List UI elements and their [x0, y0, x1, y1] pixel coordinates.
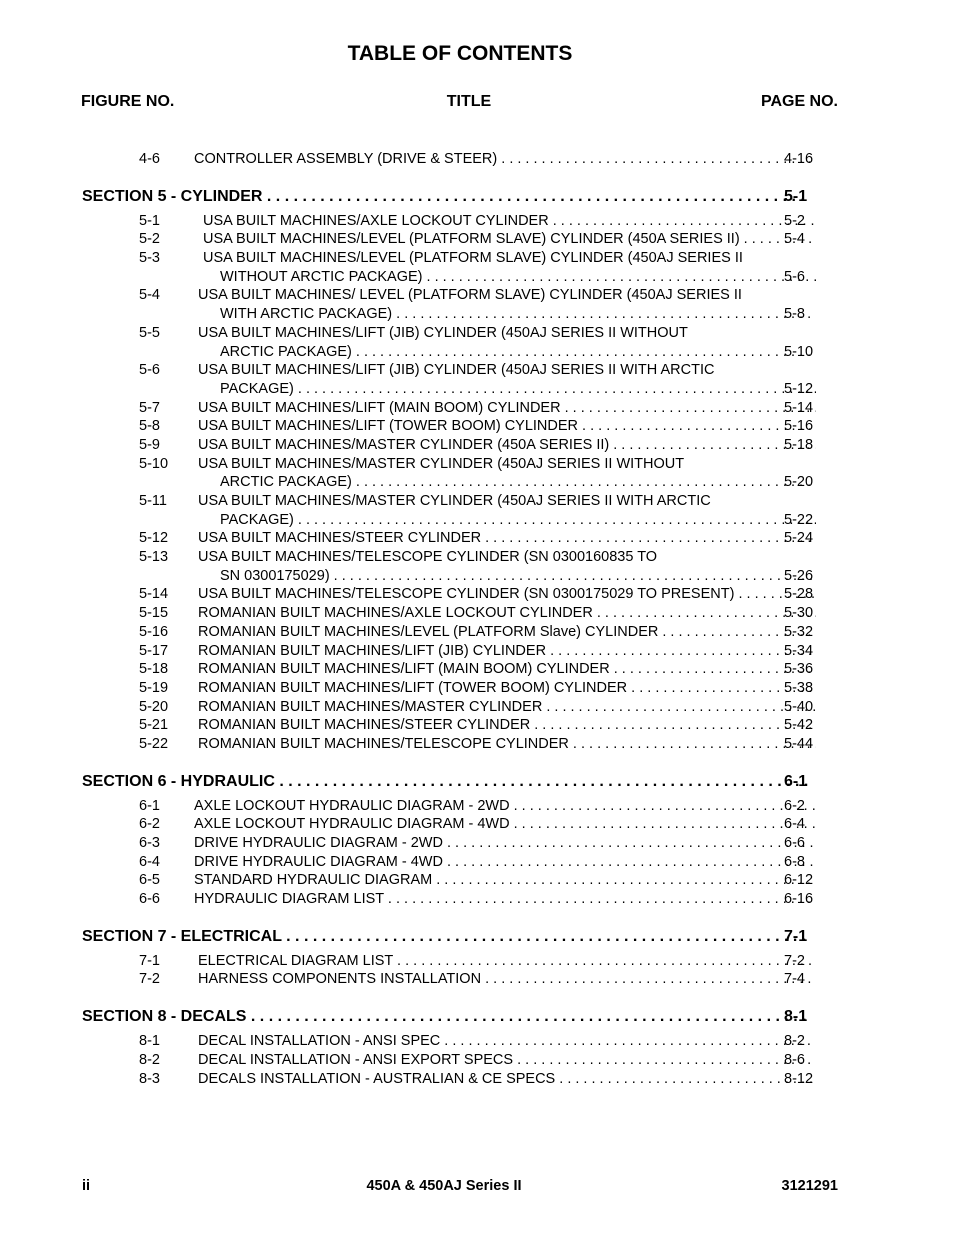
figure-number: 8-3 [139, 1070, 160, 1087]
entry-title: USA BUILT MACHINES/LEVEL (PLATFORM SLAVE) CYLINDER (450A SERIES II) . . . [203, 230, 816, 249]
figure-number: 5-8 [139, 418, 160, 435]
figure-number: 6-4 [139, 853, 160, 870]
section-page: 6-1 [784, 772, 808, 790]
figure-number: 6-5 [139, 872, 160, 889]
page-title: TABLE OF CONTENTS [347, 42, 573, 65]
entry-page: 5-20 [784, 474, 814, 491]
entry-title: ROMANIAN BUILT MACHINES/TELESCOPE CYLINDER . . . [198, 735, 816, 754]
page-no-header: PAGE NO. [760, 93, 838, 110]
toc-entry[interactable] [0, 698, 954, 717]
entry-title: DECAL INSTALLATION - ANSI EXPORT SPECS . . . [198, 1051, 816, 1070]
entry-title: USA BUILT MACHINES/MASTER CYLINDER (450AJ SERIES II WITH ARCTIC [198, 493, 711, 509]
toc-entry[interactable] [0, 735, 954, 754]
toc-entry[interactable] [0, 529, 954, 548]
toc-entry [0, 249, 954, 268]
toc-entry[interactable] [0, 890, 954, 909]
figure-number: 5-22 [139, 735, 169, 752]
entry-page: 5-8 [784, 306, 805, 323]
entry-page: 4-16 [784, 151, 814, 167]
entry-title: USA BUILT MACHINES/MASTER CYLINDER (450AJ SERIES II WITHOUT [198, 455, 685, 472]
entry-title: ROMANIAN BUILT MACHINES/LIFT (MAIN BOOM) CYLINDER . . . [198, 660, 816, 679]
toc-entry[interactable] [0, 1070, 954, 1089]
toc-entry[interactable] [0, 567, 954, 586]
toc-entry [0, 324, 954, 343]
figure-no-header: FIGURE NO. [81, 93, 175, 110]
toc-entry[interactable] [0, 952, 954, 971]
toc-entry[interactable] [0, 268, 954, 287]
entry-title: AXLE LOCKOUT HYDRAULIC DIAGRAM - 2WD . . . [194, 797, 816, 816]
figure-number: 5-7 [139, 399, 160, 416]
entry-title: USA BUILT MACHINES/LIFT (JIB) CYLINDER (450AJ SERIES II WITH ARCTIC [198, 362, 715, 379]
entry-title: USA BUILT MACHINES/LIFT (JIB) CYLINDER (450AJ SERIES II WITHOUT [198, 324, 688, 341]
section-title: SECTION 6 - HYDRAULIC . . . [82, 769, 810, 794]
entry-title: STANDARD HYDRAULIC DIAGRAM . . . [194, 871, 816, 890]
entry-title: ROMANIAN BUILT MACHINES/LIFT (JIB) CYLINDER . . . [198, 642, 816, 661]
footer-page-number: ii [82, 1178, 91, 1194]
toc-entry[interactable] [0, 853, 954, 872]
toc-entry[interactable] [0, 473, 954, 492]
entry-title: WITH ARCTIC PACKAGE) . . . [220, 305, 816, 324]
section-page: 8-1 [784, 1008, 808, 1026]
entry-title: PACKAGE) . . . [220, 511, 816, 530]
toc-entry[interactable] [0, 815, 954, 834]
section-title: SECTION 5 - CYLINDER . . . [82, 184, 810, 209]
toc-entry[interactable] [0, 1051, 954, 1070]
figure-number: 5-1 [139, 212, 160, 229]
figure-number: 6-6 [139, 891, 160, 908]
entry-title: USA BUILT MACHINES/LEVEL (PLATFORM SLAVE) CYLINDER (450AJ SERIES II [203, 250, 743, 267]
toc-entry[interactable] [0, 797, 954, 816]
toc-entry [0, 361, 954, 380]
entry-page: 5-6 [784, 268, 805, 285]
figure-number: 5-20 [139, 698, 169, 715]
footer-doc-number: 3121291 [781, 1178, 838, 1194]
section-page: 5-1 [784, 187, 808, 205]
entry-page: 6-16 [784, 891, 814, 908]
entry-page: 5-32 [784, 623, 814, 640]
title-header: TITLE [446, 93, 492, 110]
figure-number: 5-6 [139, 362, 160, 379]
entry-page: 5-16 [784, 418, 814, 435]
toc-entry [0, 548, 954, 567]
entry-page: 5-18 [784, 436, 814, 453]
toc-entry[interactable] [0, 417, 954, 436]
figure-number: 5-17 [139, 642, 169, 659]
entry-title: USA BUILT MACHINES/LIFT (MAIN BOOM) CYLINDER . . . [198, 399, 816, 418]
figure-number: 5-21 [139, 717, 169, 734]
toc-section[interactable] [0, 1004, 954, 1029]
figure-number: 6-1 [139, 797, 160, 814]
figure-number: 5-5 [139, 324, 160, 341]
figure-number: 5-2 [139, 231, 160, 248]
figure-number: 5-15 [139, 605, 169, 622]
toc-entry[interactable] [0, 212, 954, 231]
toc-entry [0, 286, 954, 305]
entry-page: 5-10 [784, 343, 814, 360]
entry-title: ELECTRICAL DIAGRAM LIST . . . [198, 952, 816, 971]
entry-page: 8-6 [784, 1051, 805, 1068]
toc-entry[interactable] [0, 305, 954, 324]
figure-number: 6-2 [139, 816, 160, 833]
toc-entry [0, 492, 954, 511]
entry-page: 8-12 [784, 1070, 814, 1087]
toc-entry[interactable] [0, 970, 954, 989]
figure-number: 5-13 [139, 549, 169, 566]
entry-page: 5-12 [784, 380, 814, 397]
toc-entry[interactable] [0, 604, 954, 623]
entry-page: 5-22 [784, 511, 814, 528]
section-title: SECTION 7 - ELECTRICAL . . . [82, 924, 810, 949]
figure-number: 5-18 [139, 661, 169, 678]
entry-page: 5-2 [784, 212, 805, 229]
footer-model: 450A & 450AJ Series II [366, 1178, 522, 1194]
entry-title: DECAL INSTALLATION - ANSI SPEC . . . [198, 1032, 816, 1051]
toc-entry[interactable] [0, 585, 954, 604]
figure-number: 5-11 [139, 493, 167, 509]
entry-title: USA BUILT MACHINES/ LEVEL (PLATFORM SLAVE) CYLINDER (450AJ SERIES II [198, 287, 742, 304]
toc-entry[interactable] [0, 436, 954, 455]
toc-entry[interactable] [0, 150, 954, 169]
entry-page: 5-36 [784, 661, 814, 678]
entry-page: 6-8 [784, 853, 805, 870]
entry-page: 5-4 [784, 231, 805, 248]
entry-title: USA BUILT MACHINES/TELESCOPE CYLINDER (SN 0300175029 TO PRESENT) . . . [198, 585, 816, 604]
figure-number: 8-1 [139, 1033, 160, 1050]
entry-title: ARCTIC PACKAGE) . . . [220, 473, 816, 492]
entry-title: USA BUILT MACHINES/AXLE LOCKOUT CYLINDER . . . [203, 212, 816, 231]
entry-title: HARNESS COMPONENTS INSTALLATION . . . [198, 970, 816, 989]
toc-section[interactable] [0, 769, 954, 794]
toc-entry[interactable] [0, 642, 954, 661]
entry-title: ROMANIAN BUILT MACHINES/LIFT (TOWER BOOM) CYLINDER . . . [198, 679, 816, 698]
entry-title: ROMANIAN BUILT MACHINES/AXLE LOCKOUT CYLINDER . . . [198, 604, 816, 623]
entry-title: DRIVE HYDRAULIC DIAGRAM - 4WD . . . [194, 853, 816, 872]
entry-title: DRIVE HYDRAULIC DIAGRAM - 2WD . . . [194, 834, 816, 853]
entry-page: 5-38 [784, 679, 814, 696]
figure-number: 5-14 [139, 586, 169, 603]
toc-entry[interactable] [0, 1032, 954, 1051]
figure-number: 5-9 [139, 436, 160, 453]
figure-number: 5-19 [139, 679, 169, 696]
figure-number: 4-6 [139, 151, 160, 167]
entry-title: ROMANIAN BUILT MACHINES/LEVEL (PLATFORM Slave) CYLINDER . . . [198, 623, 816, 642]
toc-section[interactable] [0, 924, 954, 949]
entry-page: 8-2 [784, 1033, 805, 1050]
entry-title: USA BUILT MACHINES/STEER CYLINDER . . . [198, 529, 816, 548]
entry-title: HYDRAULIC DIAGRAM LIST . . . [194, 890, 816, 909]
entry-title: USA BUILT MACHINES/TELESCOPE CYLINDER (SN 0300160835 TO [198, 549, 658, 566]
entry-page: 7-2 [784, 952, 805, 969]
entry-title: SN 0300175029) . . . [220, 567, 816, 586]
toc-entry[interactable] [0, 511, 954, 530]
toc-entry[interactable] [0, 623, 954, 642]
section-title: SECTION 8 - DECALS . . . [82, 1004, 810, 1029]
toc-entry [0, 455, 954, 474]
figure-number: 5-10 [139, 455, 169, 472]
figure-number: 8-2 [139, 1051, 160, 1068]
section-page: 7-1 [784, 927, 808, 945]
entry-page: 5-42 [784, 717, 814, 734]
entry-page: 5-30 [784, 605, 814, 622]
entry-title: ROMANIAN BUILT MACHINES/MASTER CYLINDER . . . [198, 698, 816, 717]
entry-title: DECALS INSTALLATION - AUSTRALIAN & CE SPECS . . . [198, 1070, 816, 1089]
toc-entry[interactable] [0, 230, 954, 249]
entry-page: 5-24 [784, 530, 814, 547]
entry-page: 6-12 [784, 872, 814, 889]
figure-number: 5-12 [139, 530, 169, 547]
figure-number: 6-3 [139, 835, 160, 851]
entry-title: USA BUILT MACHINES/LIFT (TOWER BOOM) CYLINDER . . . [198, 417, 816, 436]
figure-number: 7-1 [139, 952, 160, 969]
entry-page: 5-40 [784, 698, 814, 715]
entry-title: USA BUILT MACHINES/MASTER CYLINDER (450A SERIES II) . . . [198, 436, 816, 455]
toc-entry[interactable] [0, 871, 954, 890]
entry-page: 6-6 [784, 835, 805, 851]
entry-page: 5-44 [784, 735, 814, 752]
toc-entry[interactable] [0, 399, 954, 418]
toc-entry[interactable] [0, 716, 954, 735]
entry-page: 7-4 [784, 971, 805, 988]
entry-page: 5-28 [784, 586, 814, 603]
entry-title: ARCTIC PACKAGE) . . . [220, 343, 816, 362]
toc-entry[interactable] [0, 834, 954, 853]
toc-entry[interactable] [0, 343, 954, 362]
entry-title: ROMANIAN BUILT MACHINES/STEER CYLINDER . . . [198, 716, 816, 735]
toc-entry[interactable] [0, 660, 954, 679]
toc-entry[interactable] [0, 679, 954, 698]
toc-section[interactable] [0, 184, 954, 209]
figure-number: 5-3 [139, 250, 160, 267]
entry-title: AXLE LOCKOUT HYDRAULIC DIAGRAM - 4WD . . . [194, 815, 816, 834]
entry-title: PACKAGE) . . . [220, 380, 816, 399]
entry-page: 6-2 [784, 797, 805, 814]
entry-page: 5-14 [784, 399, 814, 416]
entry-page: 5-34 [784, 642, 814, 659]
figure-number: 5-16 [139, 623, 169, 640]
entry-page: 6-4 [784, 816, 805, 833]
entry-title: CONTROLLER ASSEMBLY (DRIVE & STEER) . . . [194, 150, 816, 169]
entry-page: 5-26 [784, 567, 814, 584]
figure-number: 7-2 [139, 971, 160, 988]
toc-list [0, 150, 954, 1088]
figure-number: 5-4 [139, 287, 160, 304]
entry-title: WITHOUT ARCTIC PACKAGE) . . . [220, 268, 816, 287]
toc-entry[interactable] [0, 380, 954, 399]
